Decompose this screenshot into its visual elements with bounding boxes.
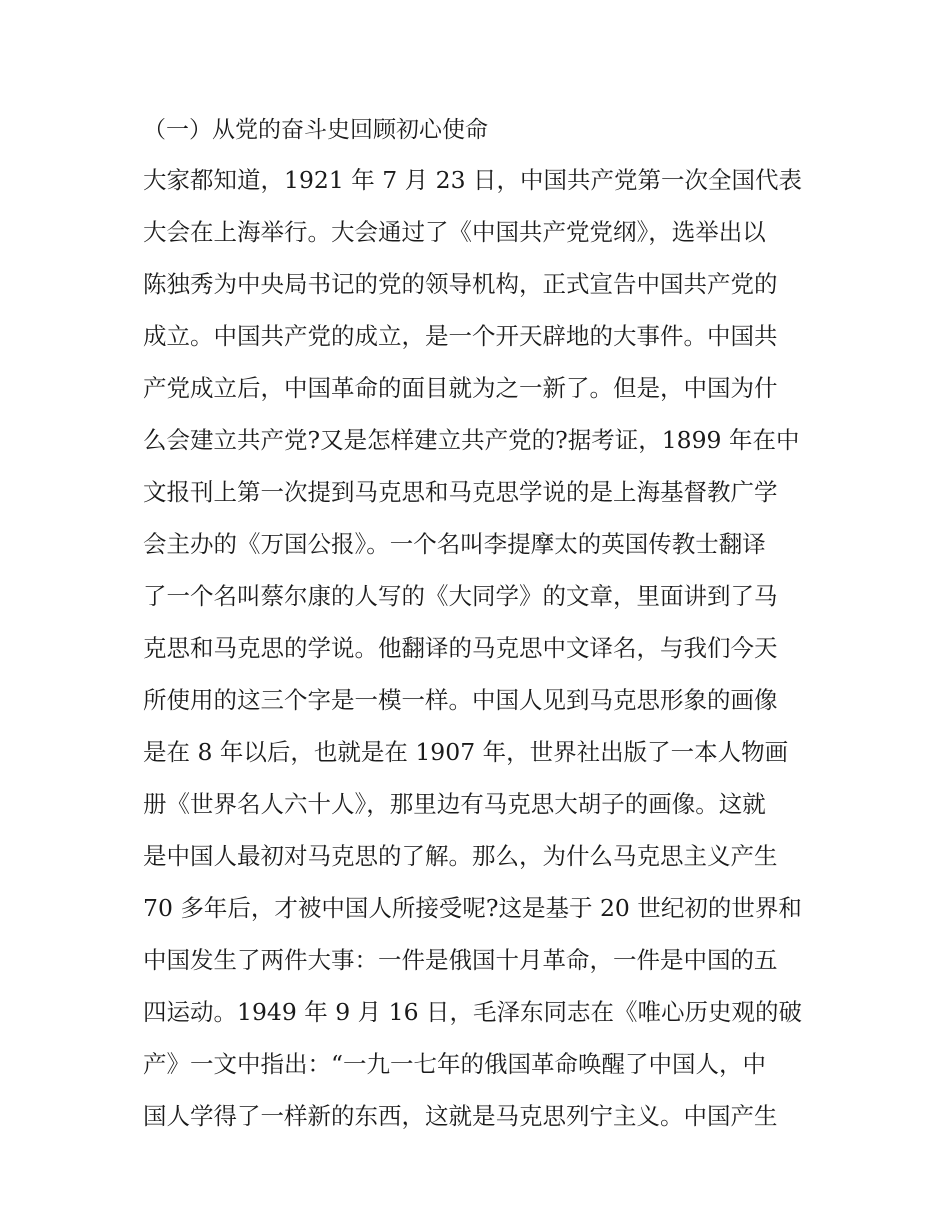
paragraph-line: 陈独秀为中央局书记的党的领导机构，正式宣告中国共产党的 <box>143 270 778 298</box>
section-heading: （一）从党的奋斗史回顾初心使命 <box>143 117 488 143</box>
paragraph-line: 册《世界名人六十人》，那里边有马克思大胡子的画像。这就 <box>143 790 766 818</box>
paragraph-line: 大家都知道，1921 年 7 月 23 日，中国共产党第一次全国代表 <box>143 166 803 194</box>
paragraph-line: 了一个名叫蔡尔康的人写的《大同学》的文章，里面讲到了马 <box>143 582 778 610</box>
paragraph-line: 所使用的这三个字是一模一样。中国人见到马克思形象的画像 <box>143 686 778 714</box>
paragraph-line: 大会在上海举行。大会通过了《中国共产党党纲》，选举出以 <box>143 218 766 246</box>
paragraph-line: 四运动。1949 年 9 月 16 日，毛泽东同志在《唯心历史观的破 <box>143 998 803 1026</box>
paragraph-line: 产党成立后，中国革命的面目就为之一新了。但是，中国为什 <box>143 374 778 402</box>
paragraph-line: 国人学得了一样新的东西，这就是马克思列宁主义。中国产生 <box>143 1102 778 1130</box>
paragraph-line: 是中国人最初对马克思的了解。那么，为什么马克思主义产生 <box>143 842 778 870</box>
paragraph-line: 产》一文中指出：“一九一七年的俄国革命唤醒了中国人，中 <box>143 1050 767 1078</box>
paragraph-line: 70 多年后，才被中国人所接受呢?这是基于 20 世纪初的世界和 <box>143 894 802 922</box>
paragraph-line: 中国发生了两件大事：一件是俄国十月革命，一件是中国的五 <box>143 946 778 974</box>
paragraph-line: 么会建立共产党?又是怎样建立共产党的?据考证，1899 年在中 <box>143 426 800 454</box>
paragraph-line: 会主办的《万国公报》。一个名叫李提摩太的英国传教士翻译 <box>143 530 766 558</box>
paragraph-line: 克思和马克思的学说。他翻译的马克思中文译名，与我们今天 <box>143 634 778 662</box>
paragraph-line: 成立。中国共产党的成立，是一个开天辟地的大事件。中国共 <box>143 322 778 350</box>
paragraph-line: 是在 8 年以后，也就是在 1907 年，世界社出版了一本人物画 <box>143 738 789 766</box>
paragraph-line: 文报刊上第一次提到马克思和马克思学说的是上海基督教广学 <box>143 478 778 506</box>
